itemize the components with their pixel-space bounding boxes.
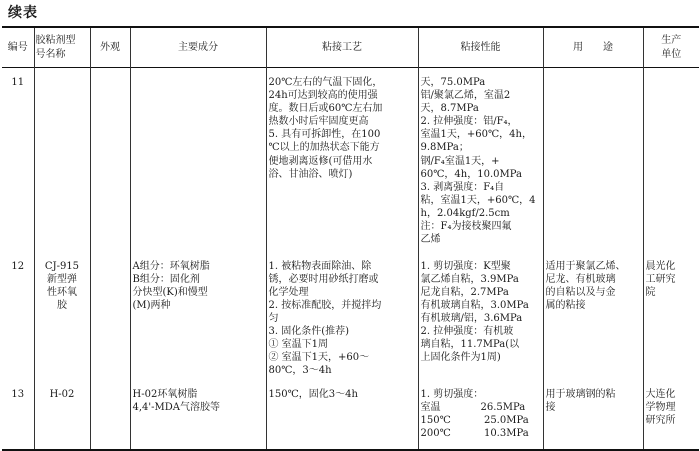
row-usage: 适用于聚氯乙烯、 尼龙、有机玻璃 的自粘以及与金 属的粘接: [543, 252, 643, 380]
row-appearance: [90, 380, 130, 450]
row-composition: H-02环氧树脂 4,4'-MDA气溶胶等: [130, 380, 266, 450]
row-no: 11: [11, 77, 25, 88]
header-usage: 用 途: [543, 27, 643, 68]
header-composition: 主要成分: [130, 27, 266, 68]
row-composition: [130, 68, 266, 252]
row-appearance: [90, 68, 130, 252]
table-row: [2, 68, 699, 252]
row-maker: [643, 68, 699, 252]
page-title: 续表: [8, 5, 38, 21]
header-name: 胶粘剂型 号名称: [34, 27, 90, 68]
row-composition: A组分：环氧树脂 B组分：固化剂 分快型(K)和慢型 (M)两种: [130, 252, 266, 380]
row-performance: 1. 剪切强度： 室温 26.5MPa 150℃ 25.0MPa 200℃ 10.3MPa: [418, 380, 543, 450]
row-usage: [543, 68, 643, 252]
row-name: [34, 68, 90, 252]
row-appearance: [90, 252, 130, 380]
row-performance: 1. 剪切强度：K型聚 氯乙烯自粘，3.9MPa 尼龙自粘，2.7MPa 有机玻璃自粘，3.0MPa 有机玻璃/铝，3.6MPa 2. 拉伸强度：有机玻 璃自粘，11.7MPa(以 上固化条件为1周): [418, 252, 543, 380]
row-process: 1. 被粘物表面除油、除 锈，必要时用砂纸打磨或 化学处理 2. 按标准配胶，并搅拌均 匀 3. 固化条件(推荐) ① 室温下1周 ② 室温下1天，+60～ 80℃，3～4h: [266, 252, 418, 380]
row-usage: 用于玻璃钢的粘 接: [543, 380, 643, 450]
row-process: 150℃，固化3～4h: [266, 380, 418, 450]
row-name: CJ-915 新型弹 性环氧 胶: [34, 252, 90, 380]
header-no: 编号: [7, 41, 28, 53]
header-process: 粘接工艺: [266, 27, 418, 68]
row-performance: 天，75.0MPa 铝/聚氯乙烯，室温2 天，8.7MPa 2. 拉伸强度：铝/F₄， 室温1天，+60℃，4h， 9.8MPa； 钢/F₄室温1天，+ 60℃，4h，10.0MPa 3. 剥离强度：F₄自 粘，室温1天，+60℃，4 h，2.04kgf/2.5cm 注：F₄为接枝聚四氟 乙烯: [418, 68, 543, 252]
adhesive-table: [2, 26, 699, 451]
row-maker: 大连化 学物理 研究所: [643, 380, 699, 450]
table-row: [2, 380, 699, 450]
header-maker: 生产 单位: [643, 27, 699, 68]
row-maker: 晨光化 工研究 院: [643, 252, 699, 380]
header-appearance: 外观: [90, 27, 130, 68]
row-name: H-02: [34, 380, 90, 450]
table-row: [2, 252, 699, 380]
table-header-row: [2, 27, 699, 68]
row-no: 13: [11, 388, 25, 400]
header-performance: 粘接性能: [418, 27, 543, 68]
row-process: 20℃左右的气温下固化， 24h可达到较高的使用强 度。数日后或60℃左右加 热数小时后牢固度更高 5. 具有可拆卸性，在100 ℃以上的加热状态下能方 便地剥离返修(可借用水 浴、甘油浴、喷灯): [266, 68, 418, 252]
row-no: 12: [11, 260, 25, 272]
